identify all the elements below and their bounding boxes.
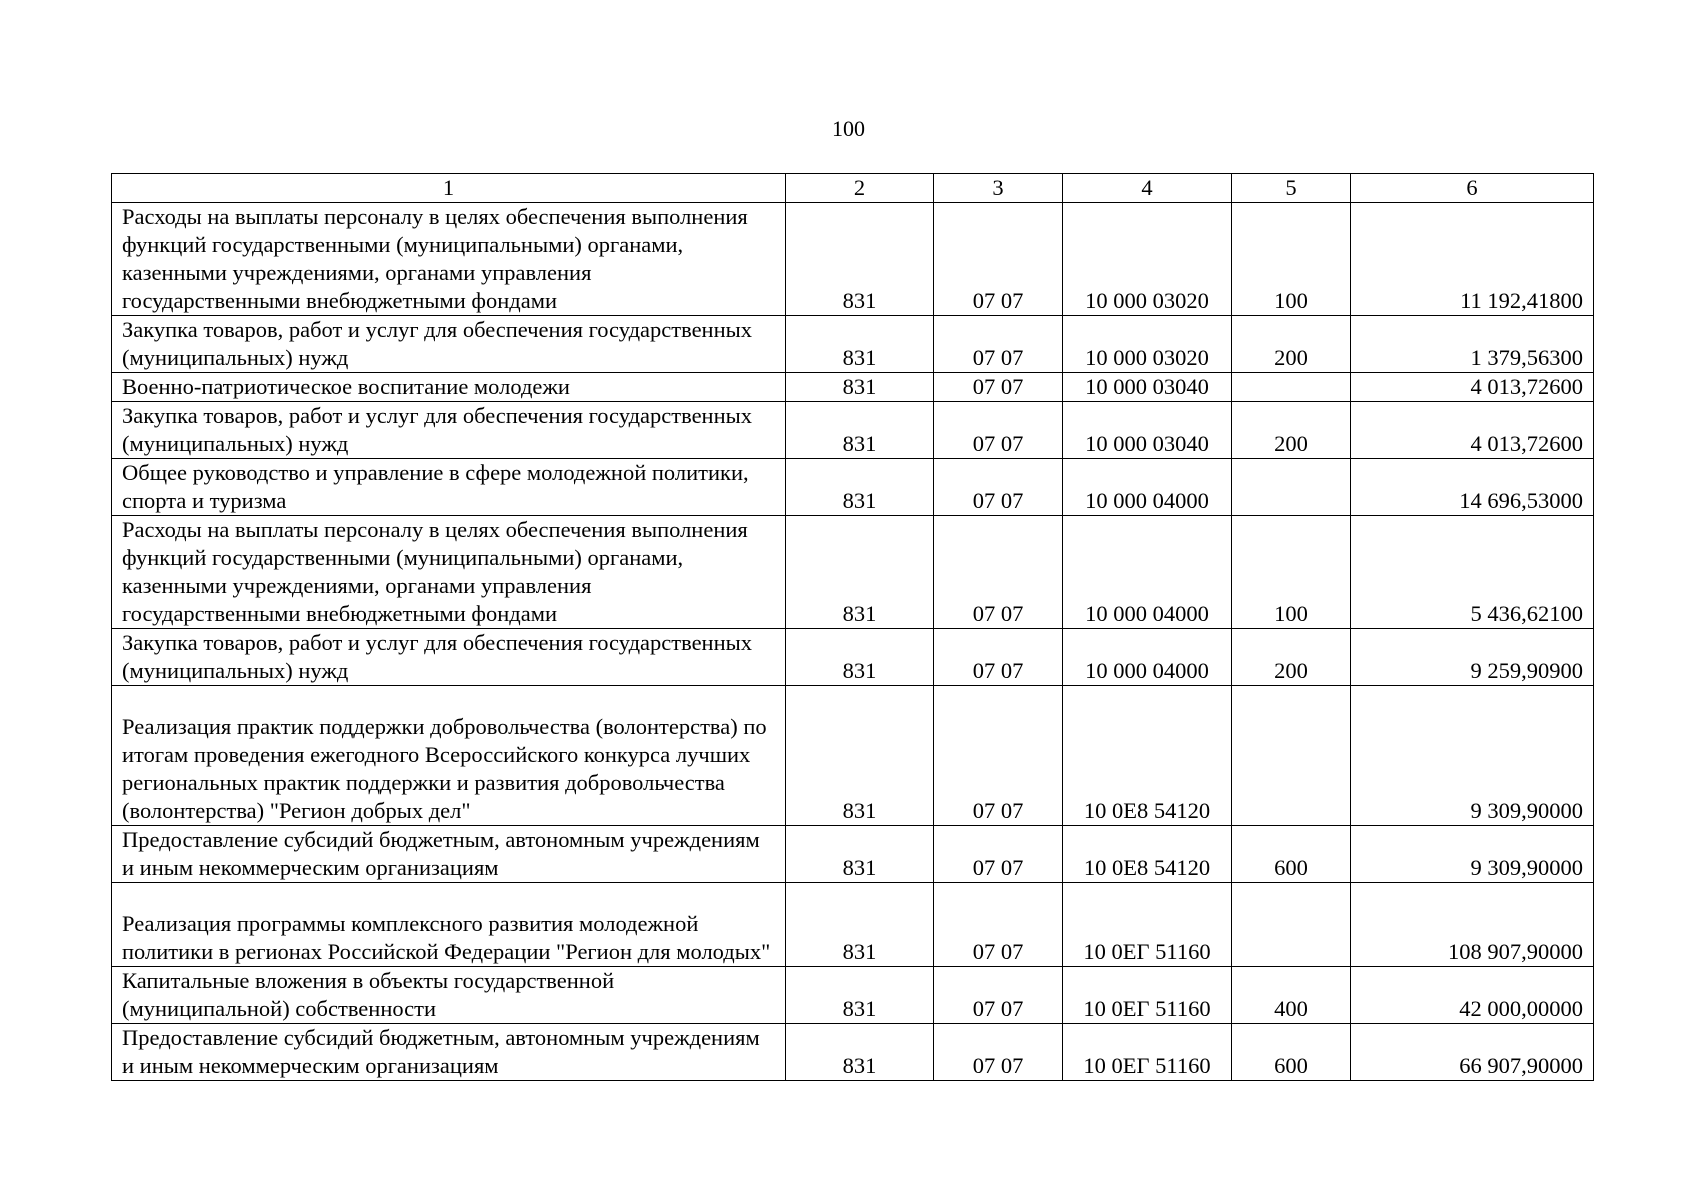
row-sum: 9 259,90900 — [1351, 629, 1594, 686]
row-name: Общее руководство и управление в сфере молодежной политики, спорта и туризма — [112, 459, 786, 516]
row-csr: 10 000 04000 — [1063, 516, 1232, 629]
row-vr: 200 — [1232, 402, 1351, 459]
table-row — [112, 459, 1594, 516]
table-row — [112, 883, 1594, 967]
row-sum: 9 309,90000 — [1351, 826, 1594, 883]
row-vr: 100 — [1232, 203, 1351, 316]
row-vr: 600 — [1232, 826, 1351, 883]
row-sum: 1 379,56300 — [1351, 316, 1594, 373]
row-csr: 10 000 03020 — [1063, 316, 1232, 373]
row-sum: 4 013,72600 — [1351, 402, 1594, 459]
row-ved: 831 — [786, 967, 934, 1024]
row-ved: 831 — [786, 516, 934, 629]
row-csr: 10 0Е8 54120 — [1063, 686, 1232, 826]
table-row — [112, 1024, 1594, 1081]
row-vr: 100 — [1232, 516, 1351, 629]
row-csr: 10 0ЕГ 51160 — [1063, 1024, 1232, 1081]
row-rzpr: 07 07 — [934, 686, 1063, 826]
header-col-1: 1 — [112, 174, 786, 203]
row-vr: 600 — [1232, 1024, 1351, 1081]
row-name: Закупка товаров, работ и услуг для обеспечения государственных (муниципальных) нужд — [112, 316, 786, 373]
table-row — [112, 203, 1594, 316]
header-col-5: 5 — [1232, 174, 1351, 203]
row-vr — [1232, 459, 1351, 516]
row-rzpr: 07 07 — [934, 516, 1063, 629]
row-ved: 831 — [786, 826, 934, 883]
row-csr: 10 000 03040 — [1063, 402, 1232, 459]
row-sum: 4 013,72600 — [1351, 373, 1594, 402]
row-sum: 14 696,53000 — [1351, 459, 1594, 516]
row-rzpr: 07 07 — [934, 629, 1063, 686]
row-csr: 10 000 04000 — [1063, 459, 1232, 516]
row-csr: 10 0ЕГ 51160 — [1063, 967, 1232, 1024]
row-ved: 831 — [786, 373, 934, 402]
row-name: Расходы на выплаты персоналу в целях обеспечения выполнения функций государственными (муниципальными) органами, казенными учреждениями, органами управления государственными внебюджетными фондами — [112, 203, 786, 316]
row-name: Реализация программы комплексного развития молодежной политики в регионах Российской Федерации "Регион для молодых" — [112, 883, 786, 967]
row-name: Реализация практик поддержки добровольчества (волонтерства) по итогам проведения ежегодного Всероссийского конкурса лучших региональных практик поддержки и развития добровольчества (волонтерства) "Регион добрых дел" — [112, 686, 786, 826]
table-row — [112, 373, 1594, 402]
row-vr: 400 — [1232, 967, 1351, 1024]
row-ved: 831 — [786, 316, 934, 373]
header-col-4: 4 — [1063, 174, 1232, 203]
row-sum: 42 000,00000 — [1351, 967, 1594, 1024]
row-rzpr: 07 07 — [934, 373, 1063, 402]
header-col-2: 2 — [786, 174, 934, 203]
row-ved: 831 — [786, 629, 934, 686]
row-sum: 9 309,90000 — [1351, 686, 1594, 826]
row-vr — [1232, 883, 1351, 967]
row-vr — [1232, 373, 1351, 402]
table-row — [112, 826, 1594, 883]
budget-table — [111, 173, 1594, 1081]
page-number: 100 — [832, 116, 865, 141]
row-csr: 10 000 04000 — [1063, 629, 1232, 686]
row-rzpr: 07 07 — [934, 967, 1063, 1024]
row-sum: 11 192,41800 — [1351, 203, 1594, 316]
row-vr — [1232, 686, 1351, 826]
row-rzpr: 07 07 — [934, 316, 1063, 373]
table-row — [112, 629, 1594, 686]
row-vr: 200 — [1232, 629, 1351, 686]
row-rzpr: 07 07 — [934, 1024, 1063, 1081]
row-csr: 10 000 03040 — [1063, 373, 1232, 402]
row-rzpr: 07 07 — [934, 826, 1063, 883]
row-ved: 831 — [786, 203, 934, 316]
row-sum: 108 907,90000 — [1351, 883, 1594, 967]
header-col-6: 6 — [1351, 174, 1594, 203]
row-csr: 10 0ЕГ 51160 — [1063, 883, 1232, 967]
row-name: Военно-патриотическое воспитание молодежи — [112, 373, 786, 402]
row-name: Предоставление субсидий бюджетным, автономным учреждениям и иным некоммерческим организациям — [112, 826, 786, 883]
table-row — [112, 402, 1594, 459]
row-ved: 831 — [786, 1024, 934, 1081]
row-ved: 831 — [786, 459, 934, 516]
row-rzpr: 07 07 — [934, 459, 1063, 516]
header-col-3: 3 — [934, 174, 1063, 203]
row-ved: 831 — [786, 883, 934, 967]
row-vr: 200 — [1232, 316, 1351, 373]
row-ved: 831 — [786, 686, 934, 826]
row-name: Капитальные вложения в объекты государственной (муниципальной) собственности — [112, 967, 786, 1024]
row-name: Расходы на выплаты персоналу в целях обеспечения выполнения функций государственными (муниципальными) органами, казенными учреждениями, органами управления государственными внебюджетными фондами — [112, 516, 786, 629]
row-name: Закупка товаров, работ и услуг для обеспечения государственных (муниципальных) нужд — [112, 629, 786, 686]
row-ved: 831 — [786, 402, 934, 459]
table-header-row — [112, 174, 1594, 203]
table-row — [112, 967, 1594, 1024]
table-row — [112, 316, 1594, 373]
row-rzpr: 07 07 — [934, 883, 1063, 967]
row-sum: 5 436,62100 — [1351, 516, 1594, 629]
row-name: Предоставление субсидий бюджетным, автономным учреждениям и иным некоммерческим организациям — [112, 1024, 786, 1081]
table-row — [112, 686, 1594, 826]
row-name: Закупка товаров, работ и услуг для обеспечения государственных (муниципальных) нужд — [112, 402, 786, 459]
row-rzpr: 07 07 — [934, 203, 1063, 316]
row-csr: 10 000 03020 — [1063, 203, 1232, 316]
table-row — [112, 516, 1594, 629]
row-sum: 66 907,90000 — [1351, 1024, 1594, 1081]
row-csr: 10 0Е8 54120 — [1063, 826, 1232, 883]
row-rzpr: 07 07 — [934, 402, 1063, 459]
